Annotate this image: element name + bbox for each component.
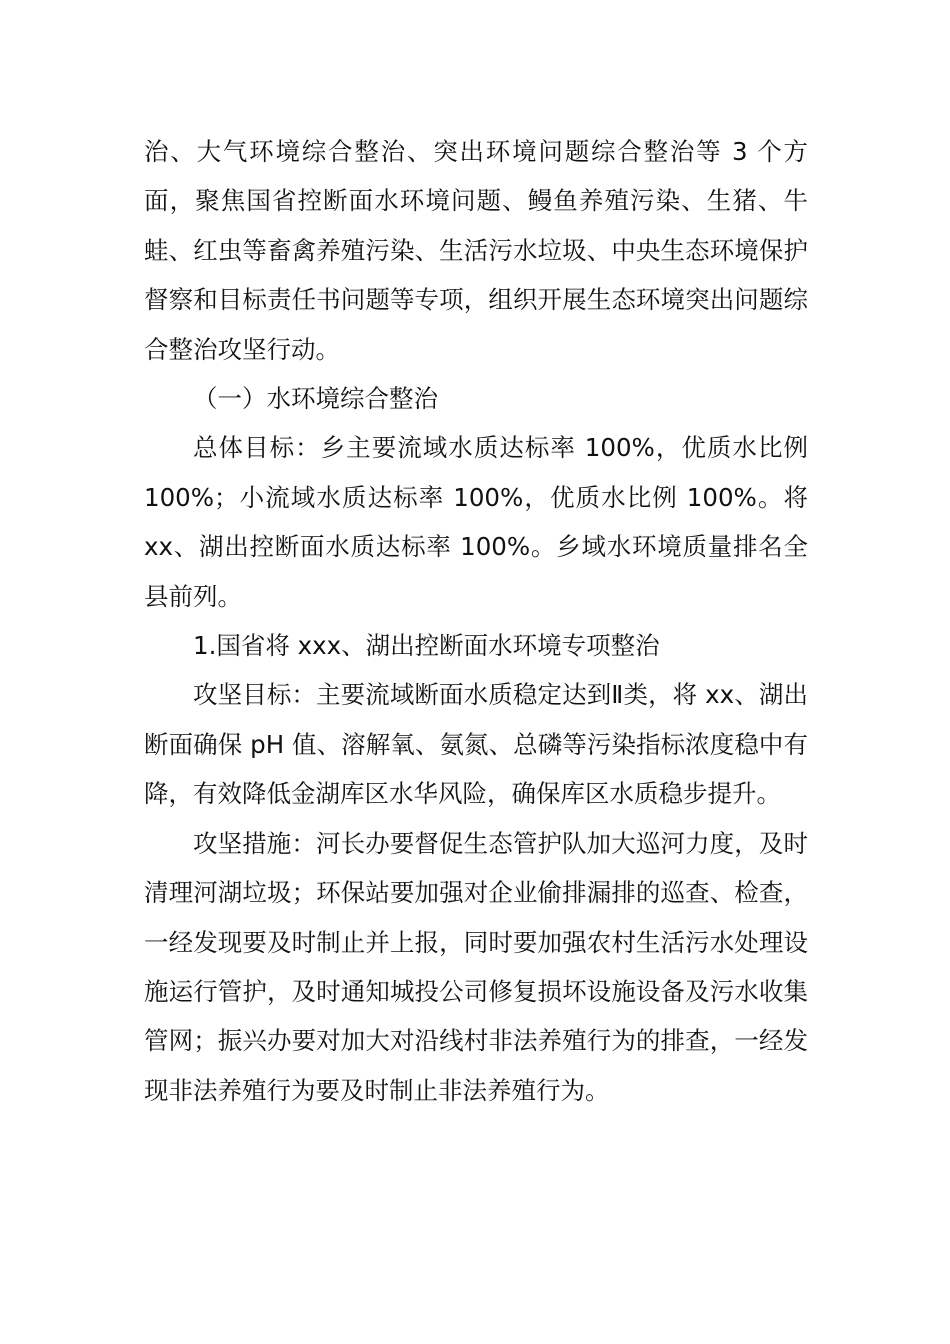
subsection-heading-section-remediation: 1.国省将 xxx、湖出控断面水环境专项整治 [193, 631, 660, 661]
section-heading-water-environment: （一）水环境综合整治 [193, 384, 438, 414]
paragraph-tackling-measures: 攻坚措施：河长办要督促生态管护队加大巡河力度，及时清理河湖垃圾；环保站要加强对企业偷排漏排的巡查、检查，一经发现要及时制止并上报，同时要加强农村生活污水处理设施运行管护，及时通知城投公司修复损坏设施设备及污水收集管网；振兴办要对加大对沿线村非法养殖行为的排查，一经发现非法养殖行为要及时制止非法养殖行为。 [144, 828, 808, 1105]
paragraph-overall-goal: 总体目标：乡主要流域水质达标率 100%，优质水比例 100%；小流域水质达标率 100%，优质水比例 100%。将 xx、湖出控断面水质达标率 100%。乡域水环境质量排名全县前列。 [144, 433, 808, 611]
paragraph-tackling-goal: 攻坚目标：主要流域断面水质稳定达到Ⅱ类，将 xx、湖出断面确保 pH 值、溶解氧、氨氮、总磷等污染指标浓度稳中有降，有效降低金湖库区水华风险，确保库区水质稳步提升。 [144, 680, 808, 809]
document-body [144, 127, 808, 1115]
paragraph-continuation: 治、大气环境综合整治、突出环境问题综合整治等 3 个方面，聚焦国省控断面水环境问题、鳗鱼养殖污染、生猪、牛蛙、红虫等畜禽养殖污染、生活污水垃圾、中央生态环境保护督察和目标责任书问题等专项，组织开展生态环境突出问题综合整治攻坚行动。 [144, 137, 808, 364]
